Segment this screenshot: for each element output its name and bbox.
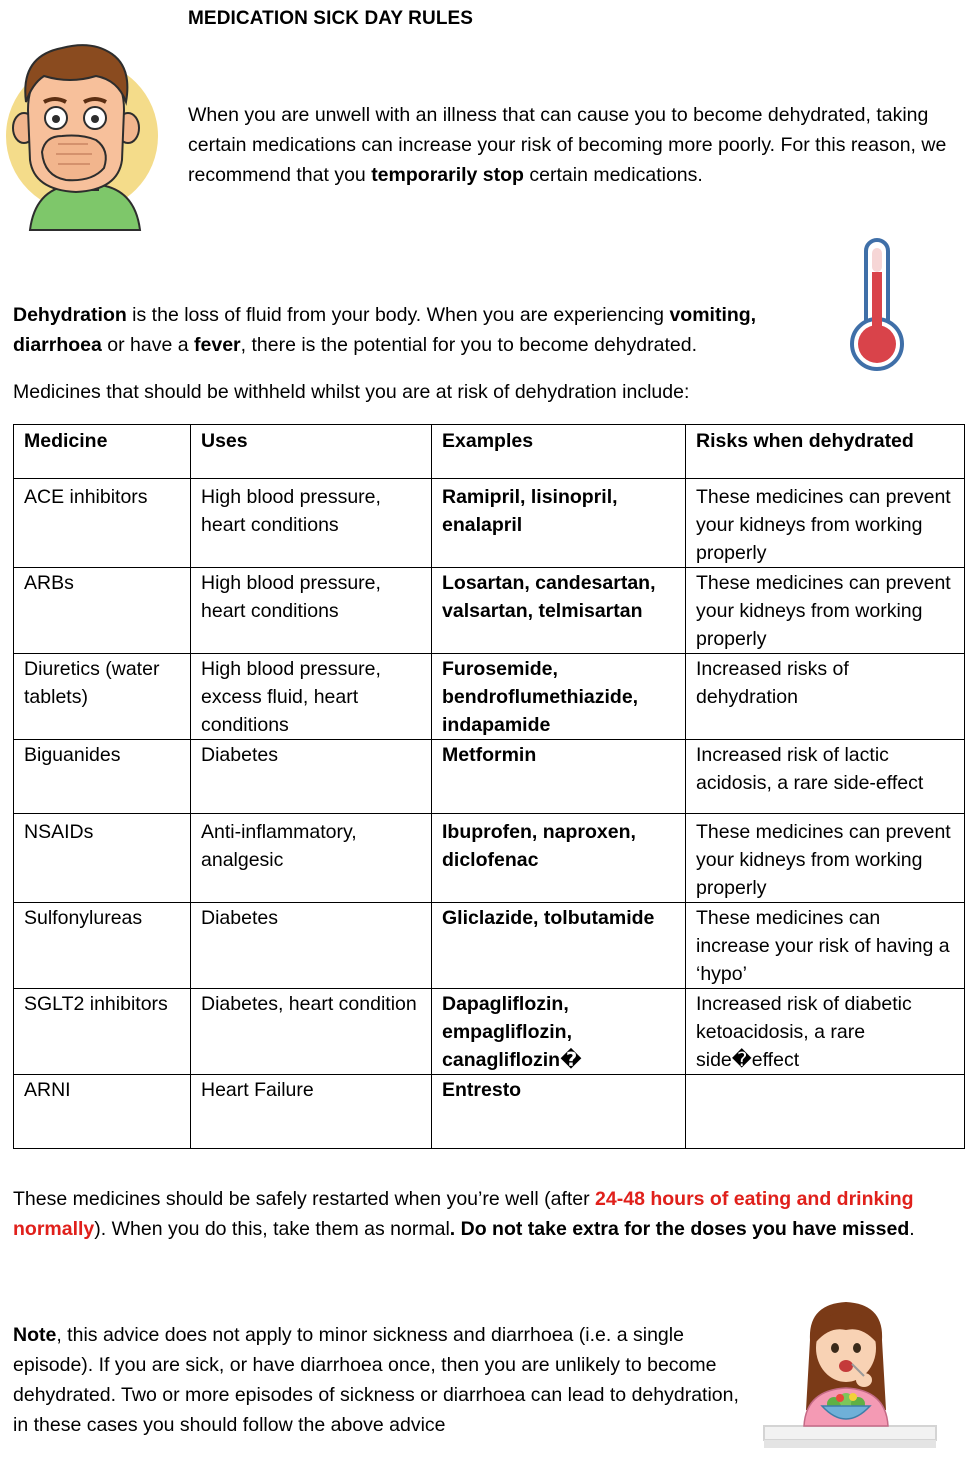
thermometer-icon (846, 236, 908, 376)
intro-paragraph: When you are unwell with an illness that can cause you to become dehydrated, taking certain medications can increase your risk of becoming more poorly. For this reason, we recommend that you temporarily stop certain medications. (188, 104, 947, 186)
cell-medicine: Diuretics (water tablets) (14, 654, 191, 740)
cell-medicine: Sulfonylureas (14, 903, 191, 989)
page-title: MEDICATION SICK DAY RULES (188, 8, 474, 29)
cell-examples: Gliclazide, tolbutamide (432, 903, 686, 989)
cell-uses: Diabetes (191, 740, 432, 814)
cell-medicine: ARNI (14, 1075, 191, 1149)
cell-risks: These medicines can prevent your kidneys from working properly (686, 479, 965, 568)
dehydration-paragraph: Dehydration is the loss of fluid from your body. When you are experiencing vomiting, diarrhoea or have a fever, there is the potential for you to become dehydrated. (13, 304, 757, 356)
header-medicine: Medicine (14, 425, 191, 479)
cell-medicine: SGLT2 inhibitors (14, 989, 191, 1075)
cell-medicine: ARBs (14, 568, 191, 654)
girl-eating-salad-icon (760, 1300, 940, 1452)
cell-uses: Diabetes (191, 903, 432, 989)
cell-risks: These medicines can prevent your kidneys from working properly (686, 814, 965, 903)
table-row (14, 568, 965, 654)
cell-uses: Heart Failure (191, 1075, 432, 1149)
note-paragraph: Note, this advice does not apply to minor sickness and diarrhoea (i.e. a single episode). If you are sick, or have diarrhoea once, then you are unlikely to become dehydrated. Two or more episodes of sickness or diarrhoea can lead to dehydration, in these cases you should follow the above advice (13, 1324, 739, 1436)
cell-risks: These medicines can increase your risk of having a ‘hypo’ (686, 903, 965, 989)
cell-uses: Diabetes, heart condition (191, 989, 432, 1075)
cell-examples: Losartan, candesartan, valsartan, telmisartan (432, 568, 686, 654)
table-row (14, 814, 965, 903)
cell-risks: These medicines can prevent your kidneys from working properly (686, 568, 965, 654)
cell-examples: Ramipril, lisinopril, enalapril (432, 479, 686, 568)
cell-uses: Anti-inflammatory, analgesic (191, 814, 432, 903)
sick-man-icon (0, 40, 165, 235)
medication-table (13, 424, 965, 1149)
cell-examples: Metformin (432, 740, 686, 814)
header-risks: Risks when dehydrated (686, 425, 965, 479)
cell-examples: Dapagliflozin, empagliflozin, canagliflozin� (432, 989, 686, 1075)
restart-paragraph: These medicines should be safely restarted when you’re well (after 24-48 hours of eating and drinking normally). When you do this, take them as normal. Do not take extra for the doses you have missed. (13, 1188, 915, 1240)
cell-medicine: NSAIDs (14, 814, 191, 903)
cell-uses: High blood pressure, excess fluid, heart conditions (191, 654, 432, 740)
cell-uses: High blood pressure, heart conditions (191, 568, 432, 654)
cell-risks: Increased risk of lactic acidosis, a rare side-effect (686, 740, 965, 814)
cell-risks: Increased risks of dehydration (686, 654, 965, 740)
table-row (14, 1075, 965, 1149)
cell-uses: High blood pressure, heart conditions (191, 479, 432, 568)
table-row (14, 740, 965, 814)
table-row (14, 654, 965, 740)
table-row (14, 479, 965, 568)
table-header-row (14, 425, 965, 479)
cell-medicine: ACE inhibitors (14, 479, 191, 568)
cell-examples: Entresto (432, 1075, 686, 1149)
table-row (14, 989, 965, 1075)
table-row (14, 903, 965, 989)
cell-medicine: Biguanides (14, 740, 191, 814)
cell-examples: Furosemide, bendroflumethiazide, indapamide (432, 654, 686, 740)
cell-risks: Increased risk of diabetic ketoacidosis, a rare side�effect (686, 989, 965, 1075)
withheld-intro: Medicines that should be withheld whilst you are at risk of dehydration include: (13, 381, 690, 403)
header-examples: Examples (432, 425, 686, 479)
header-uses: Uses (191, 425, 432, 479)
cell-risks (686, 1075, 965, 1149)
cell-examples: Ibuprofen, naproxen, diclofenac (432, 814, 686, 903)
